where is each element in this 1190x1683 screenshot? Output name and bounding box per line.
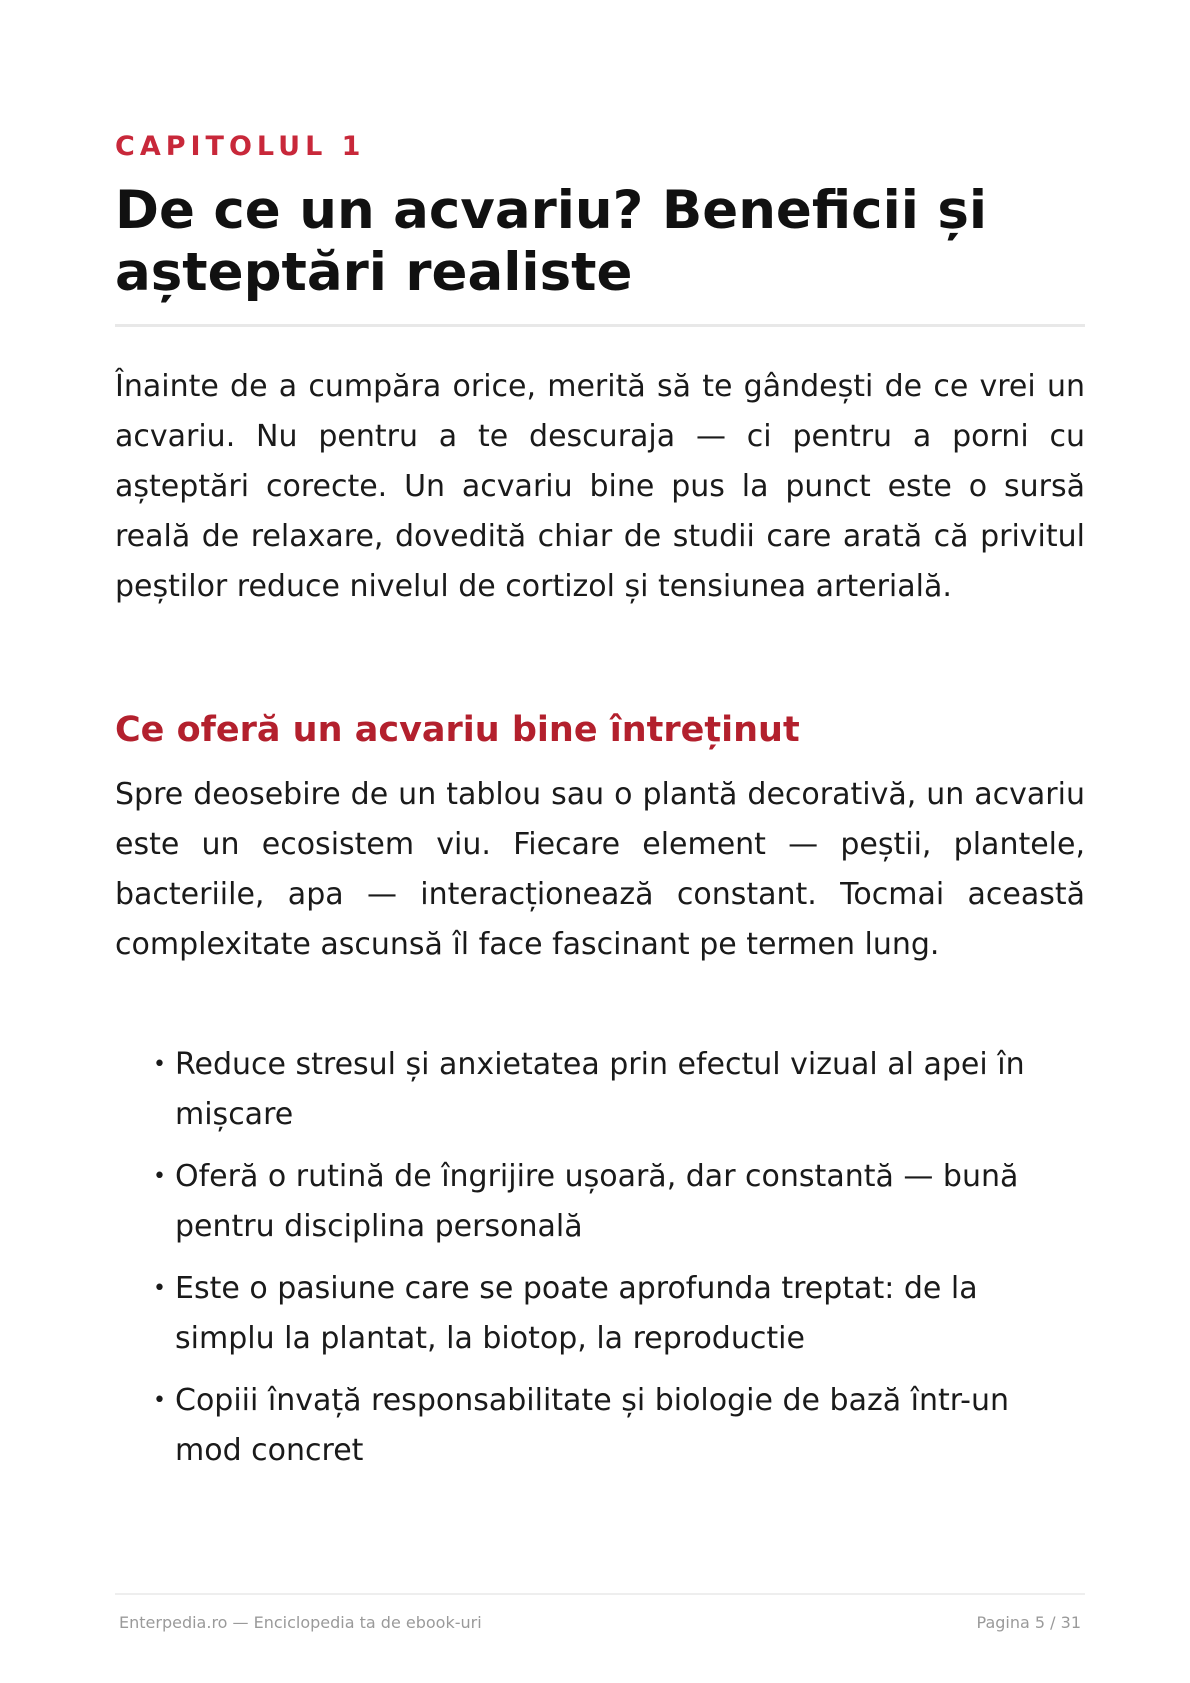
list-item xyxy=(153,1040,1085,1140)
document-page xyxy=(115,0,1085,1683)
benefits-list xyxy=(153,1040,1085,1488)
footer-divider xyxy=(115,1593,1085,1595)
list-item xyxy=(153,1376,1085,1476)
bullet-icon: • xyxy=(153,1276,166,1301)
bullet-icon: • xyxy=(153,1052,166,1077)
list-item xyxy=(153,1152,1085,1252)
list-item-text: Copiii învață responsabilitate și biologie de bază într-un mod concret xyxy=(175,1383,1009,1468)
footer-publisher: Enterpedia.ro — Enciclopedia ta de ebook-uri xyxy=(119,1613,482,1632)
section-heading: Ce oferă un acvariu bine întreținut xyxy=(115,710,800,750)
section-paragraph: Spre deosebire de un tablou sau o plantă decorativă, un acvariu este un ecosistem viu. Fiecare element — peștii, plantele, bacteriile, apa — interacționează constant. Tocmai această complexitate ascunsă îl face fascinant pe termen lung. xyxy=(115,777,1085,962)
chapter-label: CAPITOLUL 1 xyxy=(115,131,366,162)
intro-paragraph: Înainte de a cumpăra orice, merită să te gândești de ce vrei un acvariu. Nu pentru a te descuraja — ci pentru a porni cu așteptări corecte. Un acvariu bine pus la punct este o sursă reală de relaxare, dovedită chiar de studii care arată că privitul peștilor reduce nivelul de cortizol și tensiunea arterială. xyxy=(115,369,1085,604)
title-divider xyxy=(115,324,1085,327)
list-item xyxy=(153,1264,1085,1364)
bullet-icon: • xyxy=(153,1388,166,1413)
chapter-title: De ce un acvariu? Beneficii și așteptări realiste xyxy=(115,180,988,303)
list-item-text: Reduce stresul și anxietatea prin efectul vizual al apei în mișcare xyxy=(175,1047,1025,1132)
bullet-icon: • xyxy=(153,1164,166,1189)
footer-page-number: Pagina 5 / 31 xyxy=(976,1613,1081,1632)
list-item-text: Este o pasiune care se poate aprofunda treptat: de la simplu la plantat, la biotop, la reproductie xyxy=(175,1271,978,1356)
list-item-text: Oferă o rutină de îngrijire ușoară, dar constantă — bună pentru disciplina personală xyxy=(175,1159,1019,1244)
